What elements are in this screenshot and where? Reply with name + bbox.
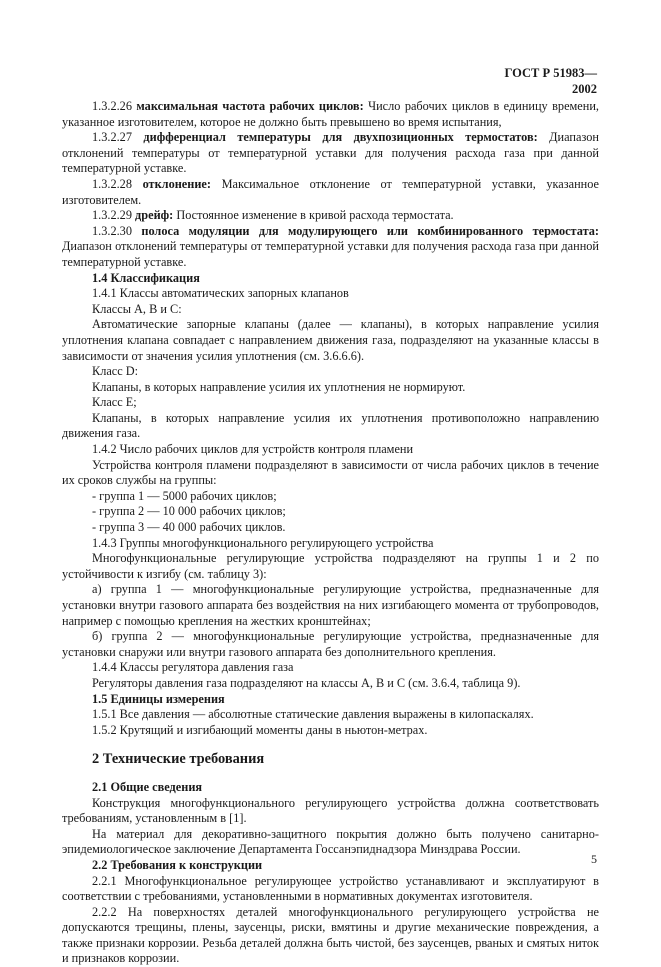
paragraph: Клапаны, в которых направление усилия их уплотнения не нормируют.	[92, 379, 466, 394]
paragraph: Класс D:	[92, 364, 139, 379]
list-item: - группа 3 — 40 000 рабочих циклов.	[92, 520, 286, 535]
paragraph: Конструкция многофункционального регулирующего устройства должна соответствовать требованиям, установленным в [1].	[62, 795, 599, 826]
page-body	[62, 99, 599, 967]
page-number: 5	[591, 852, 597, 866]
paragraph: 1.5.1 Все давления — абсолютные статические давления выражены в килопаскалях.	[92, 707, 534, 722]
definition-1-3-2-29: 1.3.2.29 дрейф: Постоянное изменение в кривой расхода термостата.	[92, 208, 454, 223]
definition-1-3-2-28: 1.3.2.28 отклонение: Максимальное отклонение от температурной уставки, указанное изготовителем.	[62, 176, 600, 207]
paragraph: 1.4.4 Классы регулятора давления газа	[92, 660, 294, 675]
section-heading-1-5: 1.5 Единицы измерения	[92, 691, 225, 706]
paragraph: На материал для декоративно-защитного покрытия должно быть получено санитарно-эпидемиологическое заключение Департамента Госсанэпиднадзора Минздрава России.	[62, 826, 599, 857]
section-heading-2-1: 2.1 Общие сведения	[92, 779, 203, 794]
paragraph: Клапаны, в которых направление усилия их уплотнения противоположно направлению движения газа.	[62, 410, 599, 441]
paragraph: Многофункциональные регулирующие устройства подразделяют на группы 1 и 2 по устойчивости к изгибу (см. таблицу 3):	[62, 551, 599, 581]
term: дрейф:	[135, 208, 174, 223]
paragraph: Классы А, В и С:	[92, 301, 182, 316]
paragraph: 2.2.2 На поверхностях деталей многофункционального регулирующего устройства не допускаются трещины, плены, заусенцы, риски, вмятины и другие механические повреждения, а также признаки коррозии. Резьба деталей должна быть чистой, без заусенцев, рваных и смятых ниток и признаков коррозии.	[62, 904, 599, 966]
list-item: - группа 2 — 10 000 рабочих циклов;	[92, 504, 286, 519]
paragraph: Устройства контроля пламени подразделяют в зависимости от числа рабочих циклов в течение их сроков службы на группы:	[62, 457, 599, 488]
document-code-header: ГОСТ Р 51983—2002	[504, 66, 597, 96]
paragraph: 1.4.2 Число рабочих циклов для устройств контроля пламени	[92, 442, 414, 457]
definition-1-3-2-26: 1.3.2.26 максимальная частота рабочих циклов: Число рабочих циклов в единицу времени, указанное изготовителем, которое не должно быть превышено во время испытания,	[62, 99, 600, 129]
paragraph: Класс Е;	[92, 395, 137, 410]
list-item: - группа 1 — 5000 рабочих циклов;	[92, 488, 277, 503]
term: максимальная частота рабочих циклов:	[136, 99, 364, 113]
paragraph: б) группа 2 — многофункциональные регулирующие устройства, предназначенные для установки снаружи или внутри газового аппарата без дополнительного крепления.	[62, 629, 599, 659]
definition-1-3-2-27: 1.3.2.27 дифференциал температуры для двухпозиционных термостатов: Диапазон отклонений температуры от температурной уставки для получения расхода газа при данной температурной уставке.	[62, 130, 599, 176]
paragraph: а) группа 1 — многофункциональные регулирующие устройства, предназначенные для установки внутри газового аппарата без воздействия на них изгибающего момента от трубопроводов, например с помощью крепления на жестких кронштейнах;	[62, 582, 599, 628]
term: дифференциал температуры для двухпозиционных термостатов:	[143, 130, 538, 145]
term: полоса модуляции для модулирующего или комбинированного термостата:	[141, 223, 600, 238]
section-heading-1-4: 1.4 Классификация	[92, 270, 200, 285]
paragraph: 1.5.2 Крутящий и изгибающий моменты даны в ньютон-метрах.	[92, 722, 428, 737]
paragraph: 1.4.3 Группы многофункционального регулирующего устройства	[92, 535, 434, 550]
paragraph: 1.4.1 Классы автоматических запорных клапанов	[92, 286, 349, 301]
term: отклонение:	[142, 176, 211, 191]
paragraph: Автоматические запорные клапаны (далее — клапаны), в которых направление усилия уплотнения клапана совпадает с направлением движения газа, подразделяют на указанные классы в зависимости от значения усилия уплотнения (см. 3.6.6.6).	[62, 317, 599, 363]
paragraph: Регуляторы давления газа подразделяют на классы А, В и С (см. 3.6.4, таблица 9).	[92, 675, 521, 690]
paragraph: 2.2.1 Многофункциональное регулирующее устройство устанавливают и эксплуатируют в соответствии с требованиями, установленными в нормативных документах изготовителя.	[62, 873, 599, 904]
section-heading-2-2: 2.2 Требования к конструкции	[92, 857, 263, 872]
chapter-heading-2: 2 Технические требования	[92, 751, 265, 768]
definition-1-3-2-30: 1.3.2.30 полоса модуляции для модулирующего или комбинированного термостата: Диапазон отклонений температуры от температурной уставки для получения расхода газа при данной температурной уставке.	[62, 223, 600, 269]
